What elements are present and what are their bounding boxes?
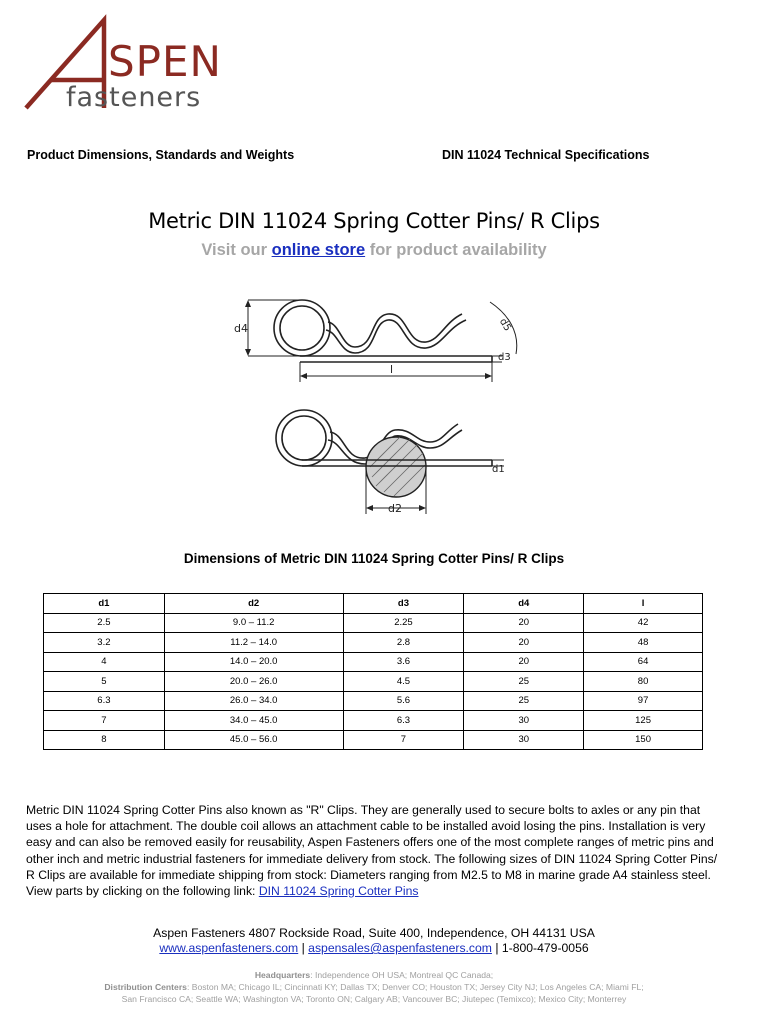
description-text: Metric DIN 11024 Spring Cotter Pins also known as "R" Clips. They are generally used to secure bolts to axles or any pin that uses a hole for attachment. The double coil allows an attachment cable to be installed avoid losing the pins. Installation is very easy and can also be removed easily for reusability, Aspen Fasteners offers one of the most complete ranges of metric pins and other inch and metric industrial fasteners for immediate delivery from stock. The following sizes of DIN 11024 Spring Cotter Pins/ R Clips are available for immediate shipping from stock: Diameters ranging from M2.5 to M8 in marine grade A4 stainless steel. View parts by clicking on the following link: — [26, 803, 718, 899]
table-cell: 2.5 — [44, 613, 165, 633]
top-coil-inner — [280, 306, 324, 350]
col-header-d2: d2 — [164, 594, 343, 614]
table-cell: 9.0 – 11.2 — [164, 613, 343, 633]
online-store-link[interactable]: online store — [271, 241, 366, 259]
axle-cross-section — [366, 437, 426, 497]
dimensions-table — [43, 593, 703, 750]
label-d2: d2 — [388, 502, 402, 515]
page-title: Metric DIN 11024 Spring Cotter Pins/ R Clips — [148, 209, 600, 233]
table-cell: 34.0 – 45.0 — [164, 711, 343, 731]
table-row — [44, 633, 703, 653]
table-row — [44, 711, 703, 731]
label-d1: d1 — [492, 464, 505, 475]
logo-wordmark-bottom: fasteners — [66, 82, 202, 113]
table-row — [44, 613, 703, 633]
table-cell: 48 — [584, 633, 703, 653]
distribution-text: : Boston MA; Chicago IL; Cincinnati KY; Dallas TX; Denver CO; Houston TX; Jersey City NJ; Los Angeles CA; Miami FL; — [186, 982, 644, 992]
din-11024-link[interactable]: DIN 11024 Spring Cotter Pins — [258, 884, 419, 899]
col-header-l: l — [584, 594, 703, 614]
subtitle-suffix: for product availability — [365, 241, 547, 259]
col-header-d3: d3 — [343, 594, 464, 614]
table-cell: 97 — [584, 691, 703, 711]
table-cell: 150 — [584, 730, 703, 750]
header-right-title: DIN 11024 Technical Specifications — [442, 148, 650, 162]
email-link[interactable]: aspensales@aspenfasteners.com — [308, 941, 492, 955]
table-cell: 8 — [44, 730, 165, 750]
table-cell: 30 — [464, 730, 584, 750]
logo-wordmark-top: SPEN — [108, 37, 222, 86]
table-cell: 42 — [584, 613, 703, 633]
table-cell: 3.2 — [44, 633, 165, 653]
table-caption: Dimensions of Metric DIN 11024 Spring Cotter Pins/ R Clips — [183, 551, 565, 566]
table-cell: 20 — [464, 613, 584, 633]
description-paragraph — [26, 802, 726, 899]
distribution-label: Distribution Centers — [104, 982, 187, 992]
footer-phone: | 1-800-479-0056 — [491, 941, 589, 955]
table-cell: 2.25 — [343, 613, 464, 633]
table-row — [44, 691, 703, 711]
table-cell: 20 — [464, 633, 584, 653]
table-cell: 6.3 — [343, 711, 464, 731]
table-cell: 26.0 – 34.0 — [164, 691, 343, 711]
footer-separator: | — [298, 941, 309, 955]
label-l: l — [390, 363, 394, 376]
table-row — [44, 730, 703, 750]
table-cell: 14.0 – 20.0 — [164, 652, 343, 672]
table-cell: 25 — [464, 691, 584, 711]
label-d3: d3 — [498, 352, 511, 363]
table-cell: 20.0 – 26.0 — [164, 672, 343, 692]
bottom-coil-inner — [282, 416, 326, 460]
col-header-d4: d4 — [464, 594, 584, 614]
subtitle-prefix: Visit our — [201, 241, 272, 259]
label-d5: d5 — [496, 316, 513, 334]
label-d4: d4 — [234, 322, 248, 335]
table-cell: 45.0 – 56.0 — [164, 730, 343, 750]
table-cell: 6.3 — [44, 691, 165, 711]
table-cell: 5 — [44, 672, 165, 692]
website-link[interactable]: www.aspenfasteners.com — [159, 941, 299, 955]
bottom-coil-outer — [276, 410, 332, 466]
footer-contact — [0, 941, 748, 955]
table-cell: 7 — [44, 711, 165, 731]
footer-address: Aspen Fasteners 4807 Rockside Road, Suite 400, Independence, OH 44131 USA — [153, 926, 595, 940]
table-header-row — [44, 594, 703, 614]
table-cell: 80 — [584, 672, 703, 692]
table-cell: 7 — [343, 730, 464, 750]
top-coil-outer — [274, 300, 330, 356]
r-clip-diagram — [230, 292, 530, 522]
table-row — [44, 672, 703, 692]
table-cell: 2.8 — [343, 633, 464, 653]
table-cell: 64 — [584, 652, 703, 672]
headquarters-text: : Independence OH USA; Montreal QC Canada; — [310, 970, 494, 980]
table-cell: 11.2 – 14.0 — [164, 633, 343, 653]
table-cell: 125 — [584, 711, 703, 731]
table-cell: 3.6 — [343, 652, 464, 672]
table-cell: 4.5 — [343, 672, 464, 692]
table-cell: 30 — [464, 711, 584, 731]
top-straight-leg — [300, 356, 492, 362]
table-cell: 5.6 — [343, 691, 464, 711]
top-wavy-wire — [328, 314, 462, 347]
subtitle — [0, 241, 748, 260]
distribution-line-2: San Francisco CA; Seattle WA; Washington VA; Toronto ON; Calgary AB; Vancouver BC; Jiutepec (Temixco); Mexico City; Monterrey — [121, 994, 627, 1004]
col-header-d1: d1 — [44, 594, 165, 614]
table-cell: 20 — [464, 652, 584, 672]
table-cell: 4 — [44, 652, 165, 672]
aspen-fasteners-logo — [22, 14, 252, 114]
header-left-title: Product Dimensions, Standards and Weights — [27, 148, 295, 162]
table-cell: 25 — [464, 672, 584, 692]
headquarters-line — [0, 970, 748, 981]
distribution-line — [0, 982, 748, 993]
table-row — [44, 652, 703, 672]
headquarters-label: Headquarters — [254, 970, 311, 980]
